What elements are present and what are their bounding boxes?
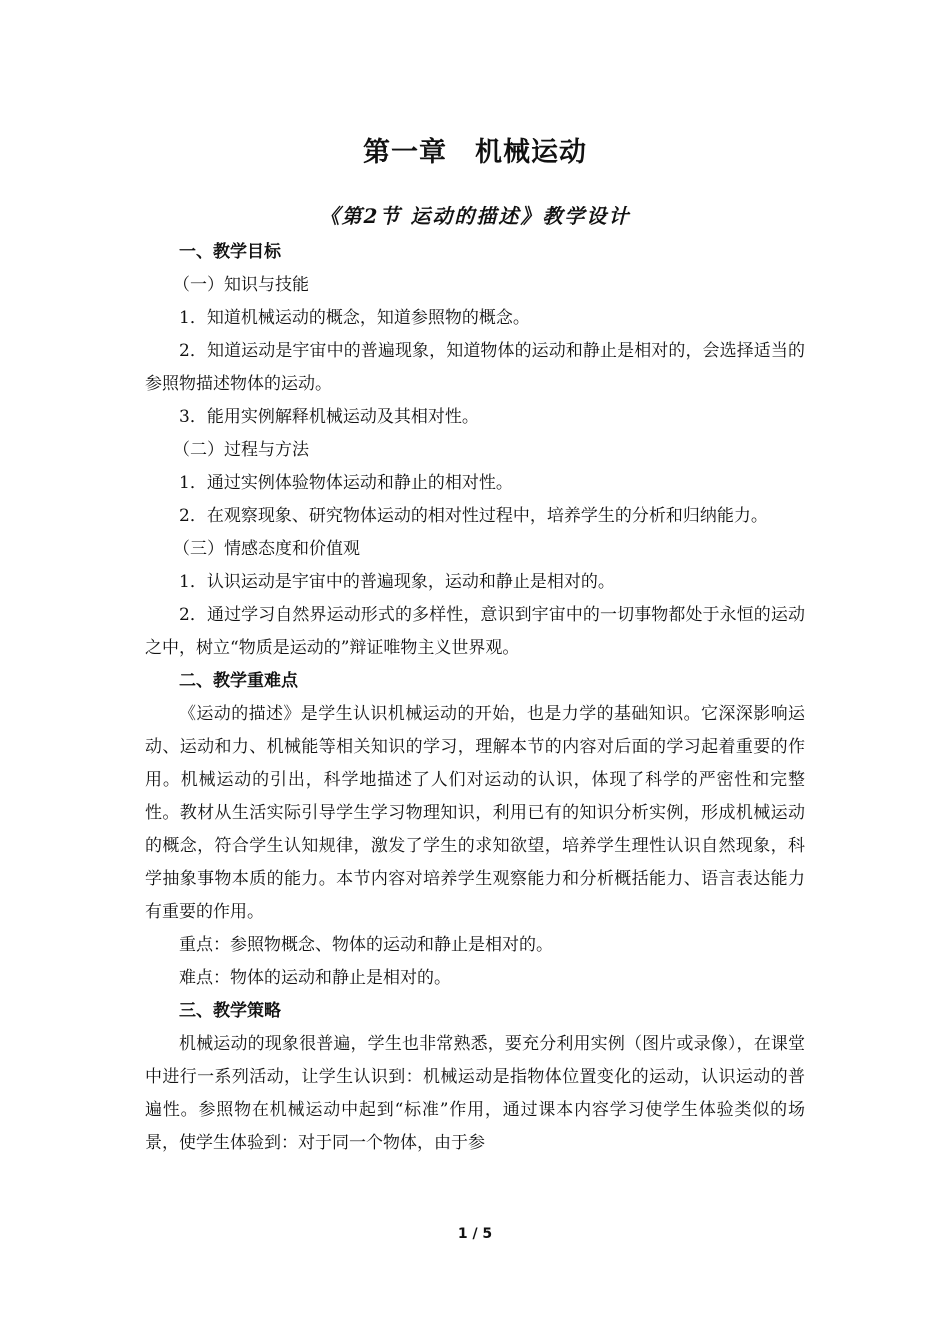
paragraph: 机械运动的现象很普遍，学生也非常熟悉，要充分利用实例（图片或录像），在课堂中进行一系列活动，让学生认识到：机械运动是指物体位置变化的运动，认识运动的普遍性。参照物在机械运动中起到“标准”作用，通过课本内容学习使学生体验类似的场景，使学生体验到：对于同一个物体，由于参 [145, 1034, 805, 1153]
paragraph: 2．在观察现象、研究物体运动的相对性过程中，培养学生的分析和归纳能力。 [179, 506, 768, 526]
paragraph-key-point: 重点：参照物概念、物体的运动和静止是相对的。 [179, 935, 553, 955]
lesson-title: 《第2节 运动的描述》教学设计 [319, 204, 631, 228]
page-number: 1 / 5 [457, 1226, 493, 1242]
section-heading-key-points: 二、教学重难点 [179, 671, 298, 691]
paragraph: 1．认识运动是宇宙中的普遍现象，运动和静止是相对的。 [179, 572, 615, 592]
section-heading-strategy: 三、教学策略 [179, 1001, 281, 1021]
subsection-attitude-values: （三）情感态度和价值观 [173, 539, 360, 559]
paragraph: 2．通过学习自然界运动形式的多样性，意识到宇宙中的一切事物都处于永恒的运动之中，树立“物质是运动的”辩证唯物主义世界观。 [145, 605, 805, 658]
subsection-process-methods: （二）过程与方法 [173, 440, 309, 460]
document-body [145, 236, 805, 1160]
chapter-title: 第一章 机械运动 [363, 137, 587, 168]
subsection-knowledge-skills: （一）知识与技能 [173, 275, 309, 295]
paragraph: 2．知道运动是宇宙中的普遍现象，知道物体的运动和静止是相对的，会选择适当的参照物描述物体的运动。 [145, 341, 805, 394]
section-heading-objectives: 一、教学目标 [179, 242, 281, 262]
paragraph: 1．知道机械运动的概念，知道参照物的概念。 [179, 308, 530, 328]
paragraph-difficult-point: 难点：物体的运动和静止是相对的。 [179, 968, 451, 988]
paragraph: 3．能用实例解释机械运动及其相对性。 [179, 407, 479, 427]
paragraph: 《运动的描述》是学生认识机械运动的开始，也是力学的基础知识。它深深影响运动、运动和力、机械能等相关知识的学习，理解本节的内容对后面的学习起着重要的作用。机械运动的引出，科学地描述了人们对运动的认识，体现了科学的严密性和完整性。教材从生活实际引导学生学习物理知识，利用已有的知识分析实例，形成机械运动的概念，符合学生认知规律，激发了学生的求知欲望，培养学生理性认识自然现象，科学抽象事物本质的能力。本节内容对培养学生观察能力和分析概括能力、语言表达能力有重要的作用。 [145, 704, 805, 922]
paragraph: 1．通过实例体验物体运动和静止的相对性。 [179, 473, 513, 493]
